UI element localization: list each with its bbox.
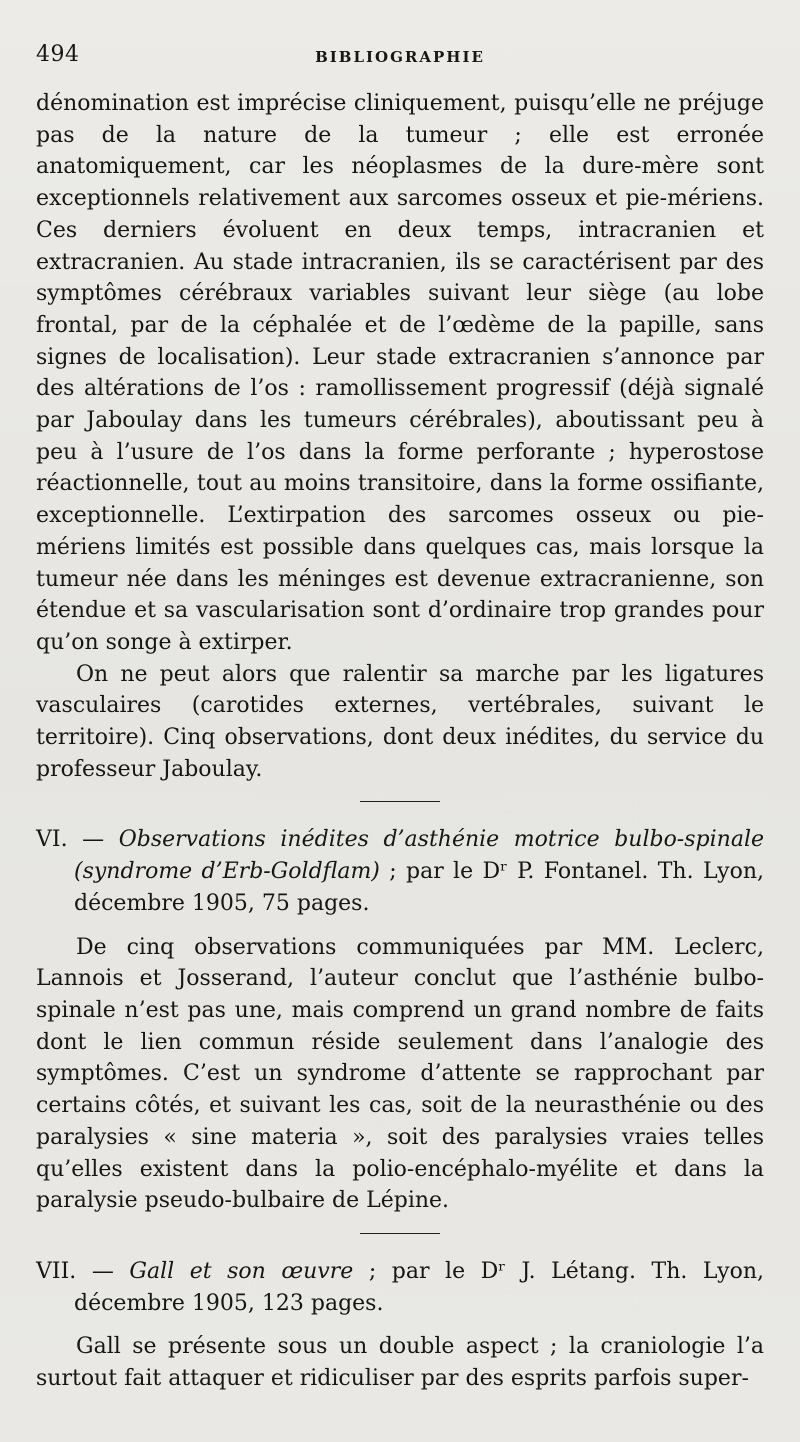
paragraph-continued: dénomination est imprécise cliniquement, puisqu’elle ne préjuge pas de la nature de la tumeur ; elle est erronée anatomiquement, car les néoplasmes de la dure-mère sont exceptionnels relativement aux sarcomes osseux et pie-mériens. Ces derniers évoluent en deux temps, intracranien et extracranien. Au stade intracranien, ils se caractérisent par des symptômes cérébraux variables suivant leur siège (au lobe frontal, par de la céphalée et de l’œdème de la papille, sans signes de localisation). Leur stade extracranien s’annonce par des altérations de l’os : ramollissement progressif (déjà signalé par Jaboulay dans les tumeurs cérébrales), aboutissant peu à peu à l’usure de l’os dans la forme perforante ; hyperostose réactionnelle, tout au moins transitoire, dans la forme ossifiante, exceptionnelle. L’extirpation des sarcomes osseux ou pie-mériens limités est possible dans quelques cas, mais lorsque la tumeur née dans les méninges est devenue extracranienne, son étendue et sa vascularisation sont d’ordinaire trop grandes pour qu’on songe à extirper. <box>36 91 764 655</box>
paragraph-ligatures: On ne peut alors que ralentir sa marche par les ligatures vasculaires (carotides externes, vertébrales, suivant le territoire). Cinq observations, dont deux inédites, du service du professeur Jaboulay. <box>36 661 764 782</box>
page-header <box>36 40 764 82</box>
bibliography-entry-vi <box>36 824 764 919</box>
section-separator <box>360 801 440 802</box>
page-number: 494 <box>36 42 80 67</box>
entry-numeral: VI. — <box>36 827 119 853</box>
section-separator <box>360 1233 440 1234</box>
paragraph-asthenie: De cinq observations communiquées par MM. Leclerc, Lannois et Josserand, l’auteur conclut que l’asthénie bulbo-spinale n’est pas une, mais comprend un grand nombre de faits dont le lien commun réside seulement dans l’analogie des symptômes. C’est un syndrome d’attente se rapprochant par certains côtés, et suivant les cas, soit de la neurasthénie ou des paralysies « sine materia », soit des paralysies vraies telles qu’elles existent dans la polio-encéphalo-myélite et dans la paralysie pseudo-bulbaire de Lépine. <box>36 934 764 1214</box>
paragraph-gall: Gall se présente sous un double aspect ; la craniologie l’a surtout fait attaquer et ridiculiser par des esprits parfois super- <box>36 1334 764 1392</box>
running-head: BIBLIOGRAPHIE <box>315 48 485 66</box>
bibliography-entry-vii <box>36 1256 764 1319</box>
entry-details: ; par le Dʳ J. Létang. Th. Lyon, décembre 1905, 123 pages. <box>74 1258 764 1316</box>
entry-title: Observations inédites d’asthénie motrice bulbo-spinale (syndrome d’Erb-Goldflam) <box>74 827 764 885</box>
entry-title: Gall et son œuvre <box>129 1258 354 1284</box>
entry-details: ; par le Dʳ P. Fontanel. Th. Lyon, décembre 1905, 75 pages. <box>74 859 764 916</box>
entry-numeral: VII. — <box>36 1258 130 1284</box>
